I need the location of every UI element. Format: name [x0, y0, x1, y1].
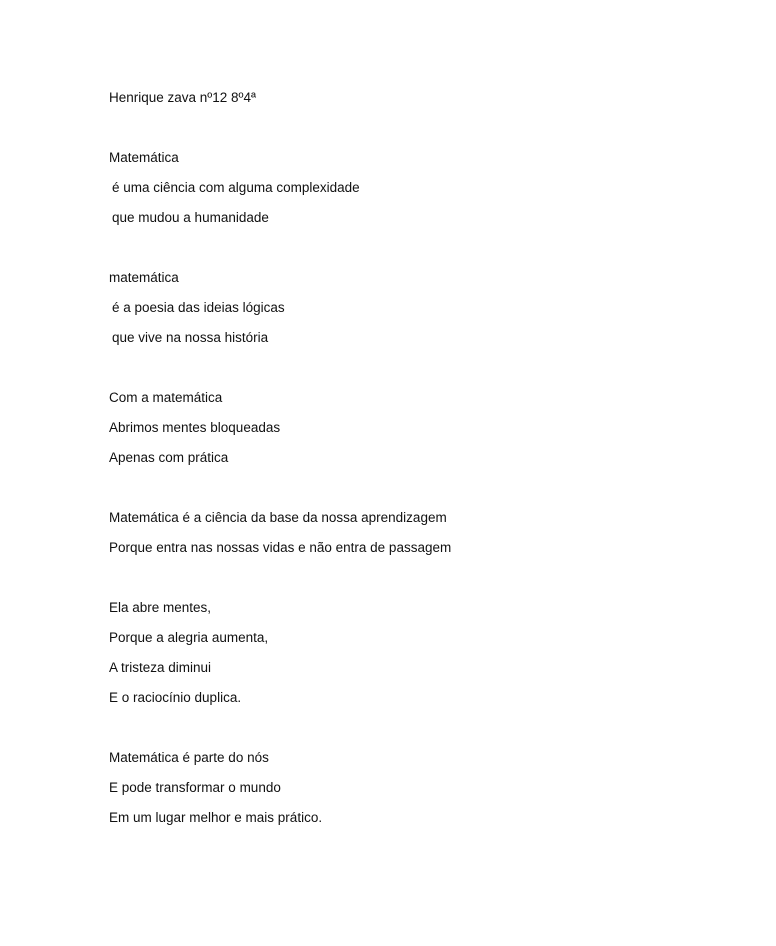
poem-line: Porque a alegria aumenta,: [109, 630, 269, 645]
poem-line: E pode transformar o mundo: [109, 780, 281, 795]
poem-line: matemática: [109, 270, 179, 285]
poem-line: é a poesia das ideias lógicas: [112, 300, 285, 315]
poem-line: A tristeza diminui: [109, 660, 212, 675]
author-header: Henrique zava nº12 8º4ª: [109, 90, 256, 105]
poem-line: que mudou a humanidade: [112, 210, 269, 225]
poem-line: Ela abre mentes,: [109, 600, 212, 615]
poem-line: é uma ciência com alguma complexidade: [112, 180, 360, 195]
poem-line: Matemática: [109, 150, 179, 165]
poem-line: que vive na nossa história: [112, 330, 269, 345]
poem-line: Abrimos mentes bloqueadas: [109, 420, 281, 435]
poem-line: E o raciocínio duplica.: [109, 690, 242, 705]
poem-line: Porque entra nas nossas vidas e não entra de passagem: [109, 540, 452, 555]
poem-line: Apenas com prática: [109, 450, 229, 465]
poem-line: Com a matemática: [109, 390, 223, 405]
poem-line: Em um lugar melhor e mais prático.: [109, 810, 323, 825]
poem-line: Matemática é parte do nós: [109, 750, 269, 765]
poem-line: Matemática é a ciência da base da nossa aprendizagem: [109, 510, 447, 525]
